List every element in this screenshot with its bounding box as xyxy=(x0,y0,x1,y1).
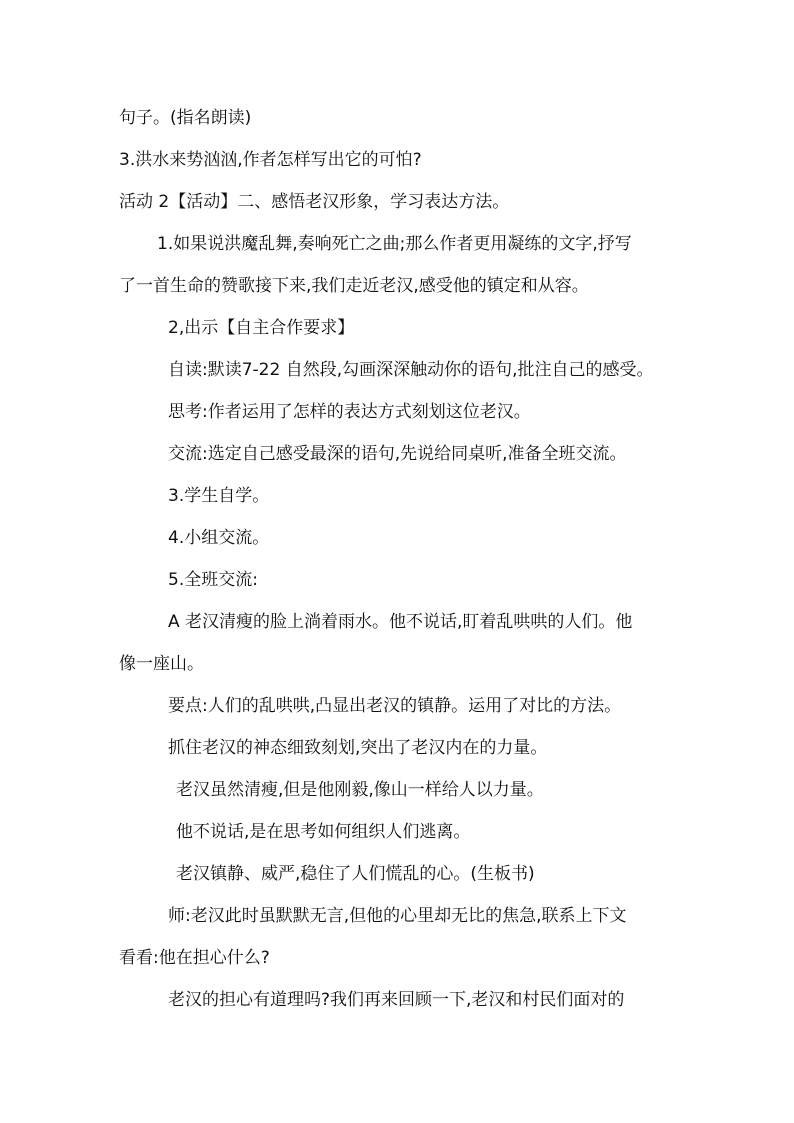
text-line: 抓住老汉的神态细致刻划,突出了老汉内在的力量。 xyxy=(168,738,548,758)
text-line: 老汉镇静、威严,稳住了人们慌乱的心。(生板书) xyxy=(176,864,535,884)
text-line: 3.洪水来势汹汹,作者怎样写出它的可怕? xyxy=(119,150,422,170)
text-line: 了一首生命的赞歌接下来,我们走近老汉,感受他的镇定和从容。 xyxy=(119,276,589,296)
text-line: 1.如果说洪魔乱舞,奏响死亡之曲;那么作者更用凝练的文字,抒写 xyxy=(157,234,632,254)
text-line: 他不说话,是在思考如何组织人们逃离。 xyxy=(176,822,471,842)
text-line: 老汉虽然清瘦,但是他刚毅,像山一样给人以力量。 xyxy=(176,780,544,800)
text-line: 要点:人们的乱哄哄,凸显出老汉的镇静。运用了对比的方法。 xyxy=(168,696,622,716)
text-line: 2,出示【自主合作要求】 xyxy=(168,318,355,338)
text-line: 看看:他在担心什么? xyxy=(119,948,270,968)
text-line: 老汉的担心有道理吗?我们再来回顾一下,老汉和村民们面对的 xyxy=(168,990,625,1010)
text-line: 5.全班交流: xyxy=(168,570,258,590)
text-line: 思考:作者运用了怎样的表达方式刻划这位老汉。 xyxy=(168,402,531,422)
text-line: 活动 2【活动】二、感悟老汉形象，学习表达方法。 xyxy=(119,192,510,212)
text-line: A 老汉清瘦的脸上淌着雨水。他不说话,盯着乱哄哄的人们。他 xyxy=(168,612,633,632)
text-line: 像一座山。 xyxy=(119,654,204,674)
text-line: 句子。(指名朗读) xyxy=(119,108,252,128)
text-line: 4.小组交流。 xyxy=(168,528,270,548)
text-line: 交流:选定自己感受最深的语句,先说给同桌听,准备全班交流。 xyxy=(168,444,627,464)
text-line: 师:老汉此时虽默默无言,但他的心里却无比的焦急,联系上下文 xyxy=(168,906,627,926)
text-line: 3.学生自学。 xyxy=(168,486,270,506)
text-line: 自读:默读7-22 自然段,勾画深深触动你的语句,批注自己的感受。 xyxy=(168,360,654,380)
